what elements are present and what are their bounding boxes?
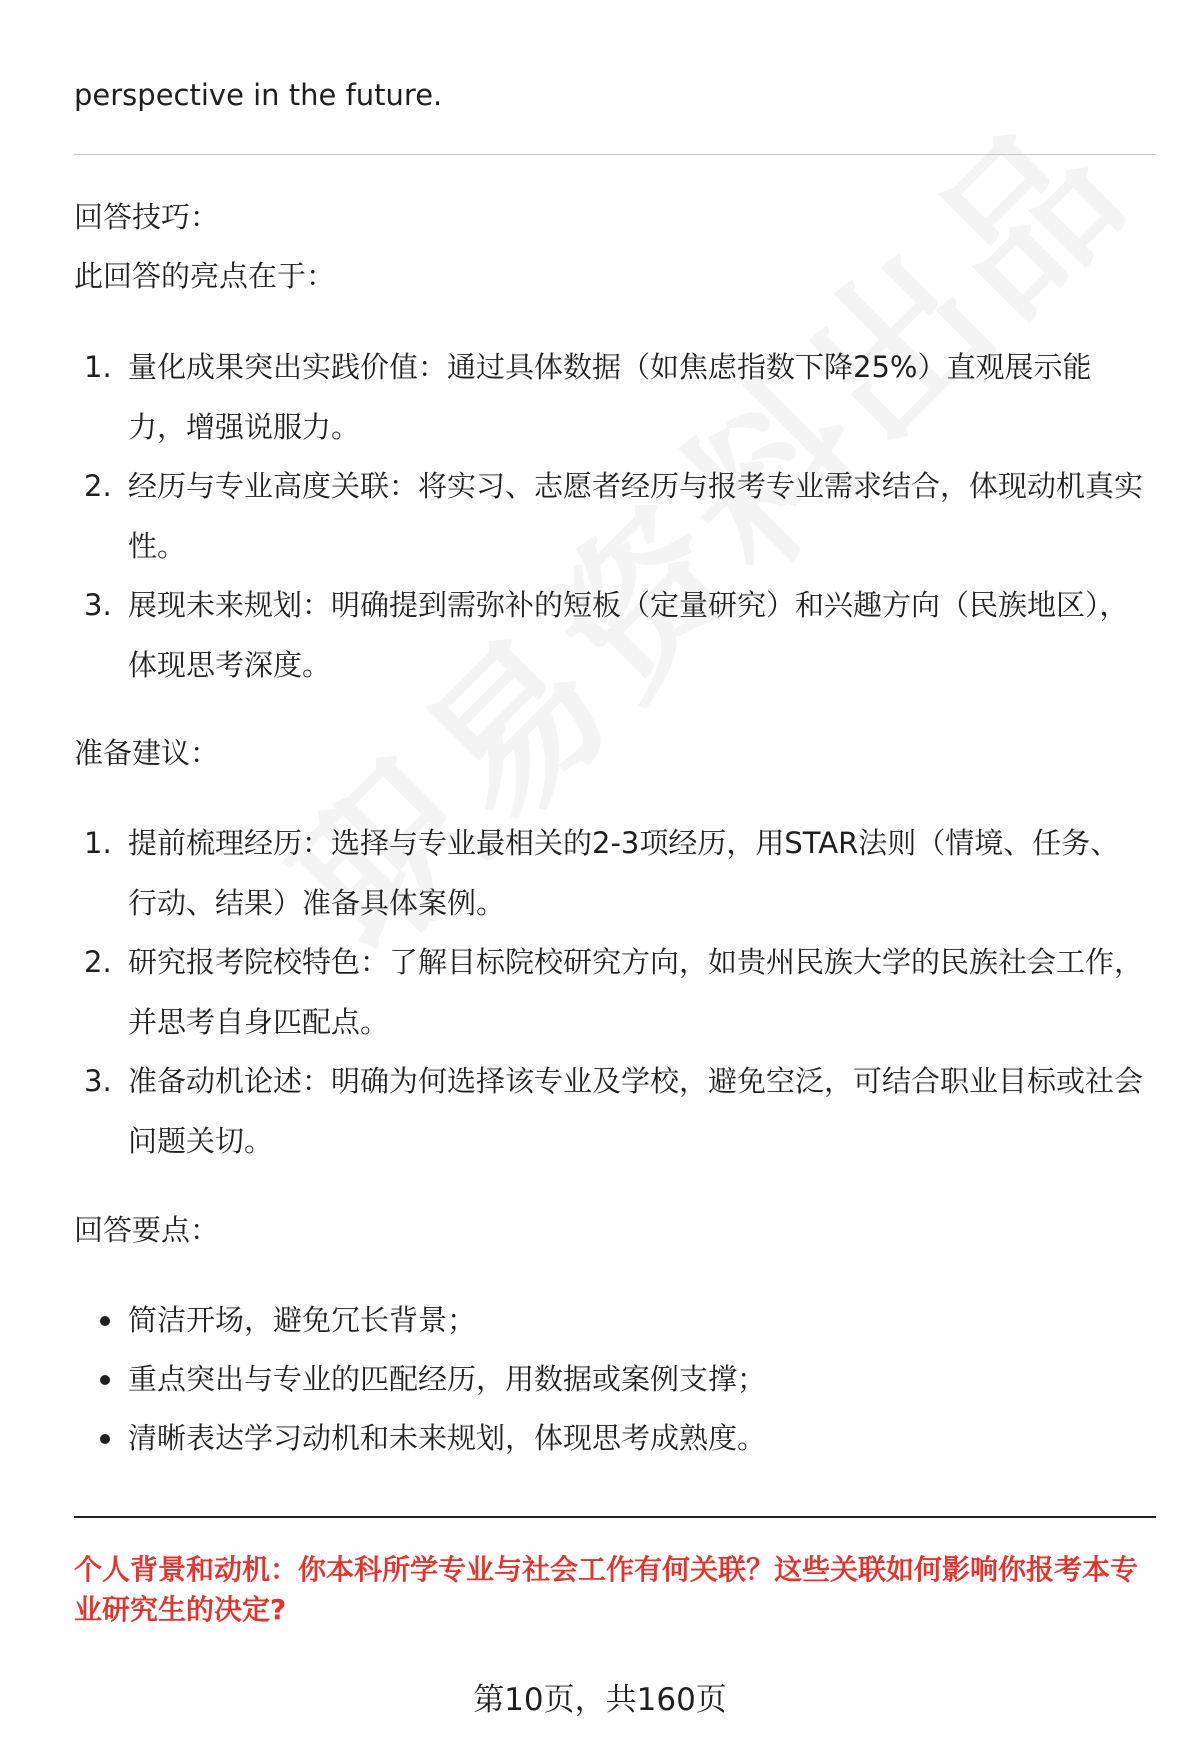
prep-heading: 准备建议：	[74, 736, 220, 770]
list-text: 研究报考院校特色：了解目标院校研究方向，如贵州民族大学的民族社会工作，并思考自身匹配点。	[128, 945, 1144, 1039]
page-indicator: 第10页，共160页	[473, 1682, 727, 1718]
next-question-title: 个人背景和动机：你本科所学专业与社会工作有何关联？这些关联如何影响你报考本专业研究生的决定?	[74, 1553, 1139, 1626]
point-text: 简洁开场，避免冗长背景；	[128, 1303, 477, 1337]
section-divider	[74, 154, 1156, 155]
point-text: 清晰表达学习动机和未来规划，体现思考成熟度。	[128, 1421, 767, 1455]
list-number: 3.	[84, 588, 112, 622]
list-number: 1.	[84, 826, 112, 860]
tips-heading: 回答技巧：	[74, 200, 220, 234]
list-text: 提前梳理经历：选择与专业最相关的2-3项经历，用STAR法则（情境、任务、行动、结果）准备具体案例。	[128, 826, 1120, 920]
list-text: 量化成果突出实践价值：通过具体数据（如焦虑指数下降25%）直观展示能力，增强说服力。	[128, 350, 1092, 444]
list-number: 1.	[84, 350, 112, 384]
list-text: 准备动机论述：明确为何选择该专业及学校，避免空泛，可结合职业目标或社会问题关切。	[128, 1064, 1144, 1158]
bullet-dot	[100, 1316, 110, 1326]
bullet-dot	[100, 1375, 110, 1385]
list-number: 2.	[84, 469, 112, 503]
list-number: 3.	[84, 1064, 112, 1098]
highlights-intro: 此回答的亮点在于：	[74, 259, 336, 293]
point-text: 重点突出与专业的匹配经历，用数据或案例支撑；	[128, 1362, 767, 1396]
question-divider	[74, 1516, 1156, 1518]
list-number: 2.	[84, 945, 112, 979]
bullet-dot	[100, 1434, 110, 1444]
list-text: 经历与专业高度关联：将实习、志愿者经历与报考专业需求结合，体现动机真实性。	[128, 469, 1144, 563]
points-heading: 回答要点：	[74, 1213, 220, 1247]
intro-tail-text: perspective in the future.	[74, 78, 443, 112]
list-text: 展现未来规划：明确提到需弥补的短板（定量研究）和兴趣方向（民族地区），体现思考深度。	[128, 588, 1129, 682]
